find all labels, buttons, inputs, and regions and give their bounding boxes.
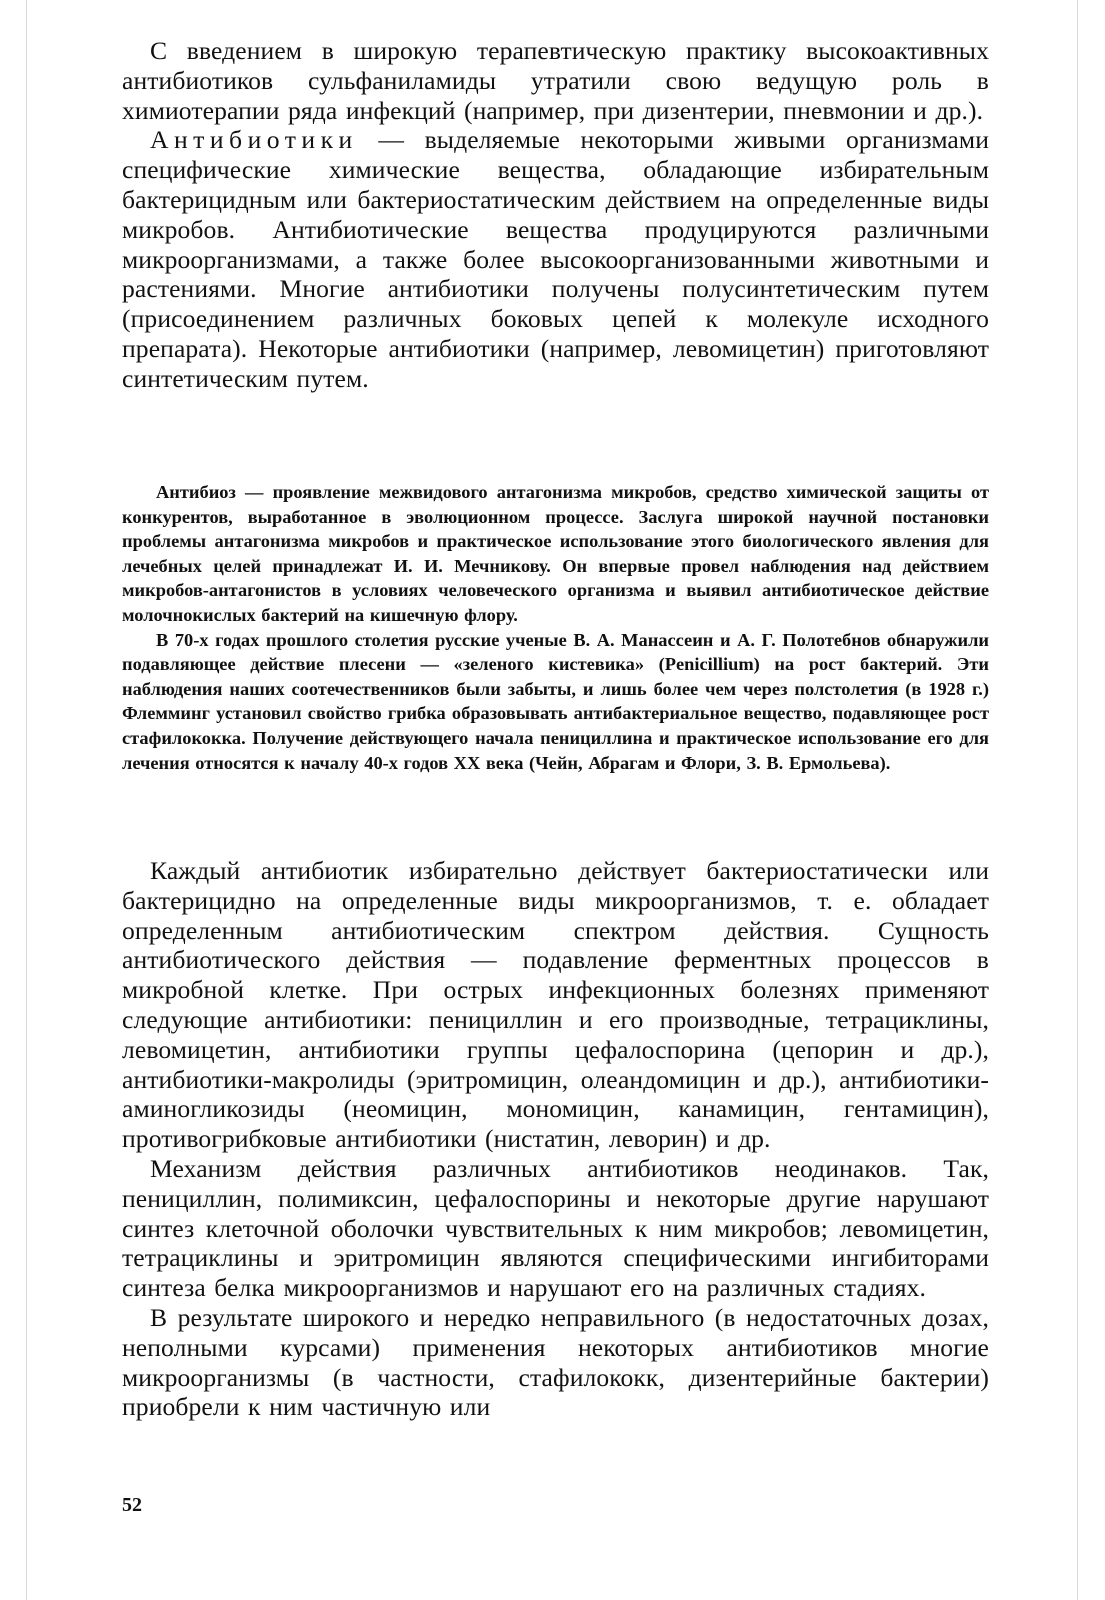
paragraph-antibiotics-definition: [122, 125, 989, 393]
paragraph-resistance: В результате широкого и нередко неправильного (в недостаточных дозах, неполными курсами) применения некоторых антибиотиков многие микроорганизмы (в частности, стафилококк, дизентерийные бактерии) приобрели к ним частичную или: [122, 1302, 989, 1422]
paragraph-spectrum: Каждый антибиотик избирательно действует бактериостатически или бактерицидно на определенные виды микроорганизмов, т. е. обладает определенным антибиотическим спектром действия. Сущность антибиотического действия — подавление ферментных процессов в микробной клетке. При острых инфекционных болезнях применяют следующие антибиотики: пенициллин и его производные, тетрациклины, левомицетин, антибиотики группы цефалоспорина (цепорин и др.), антибиотики-макролиды (эритромицин, олеандомицин и др.), антибиотики-аминогликозиды (неомицин, мономицин, канамицин, гентамицин), противогрибковые антибиотики (нистатин, леворин) и др.: [122, 856, 989, 1154]
note-antibiosis: Антибиоз — проявление межвидового антагонизма микробов, средство химической защиты от конкурентов, выработанное в эволюционном процессе. Заслуга широкой научной постановки проблемы антагонизма микробов и практическое использование этого биологического явления для лечебных целей принадлежат И. И. Мечникову. Он впервые провел наблюдения над действием микробов-антагонистов в условиях человеческого организма и выявил антибиотическое действие молочнокислых бактерий на кишечную флору.: [122, 482, 989, 625]
page-number: 52: [122, 1494, 142, 1516]
main-text-top: [122, 36, 989, 394]
note-history-penicillin: В 70-х годах прошлого столетия русские ученые В. А. Манассеин и А. Г. Полотебнов обнаружили подавляющее действие плесени — «зеленого кистевика» (Penicillium) на рост бактерий. Эти наблюдения наших соотечественников были забыты, и лишь более чем через полстолетия (в 1928 г.) Флемминг установил свойство грибка образовывать антибактериальное вещество, подавляющее рост стафилококка. Получение действующего начала пенициллина и практическое использование его для лечения относятся к началу 40-х годов XX века (Чейн, Абрагам и Флори, З. В. Ермольева).: [122, 629, 989, 773]
definition-text: — выделяемые некоторыми живыми организмами специфические химические вещества, обладающие избирательным бактерицидным или бактериостатическим действием на определенные виды микробов. Антибиотические вещества продуцируются различными микроорганизмами, а также более высокоорганизованными животными и растениями. Многие антибиотики получены полусинтетическим путем (присоединением различных боковых цепей к молекуле исходного препарата). Некоторые антибиотики (например, левомицетин) приготовляют синтетическим путем.: [122, 125, 989, 393]
paragraph-mechanism: Механизм действия различных антибиотиков неодинаков. Так, пенициллин, полимиксин, цефалоспорины и некоторые другие нарушают синтез клеточной оболочки чувствительных к ним микробов; левомицетин, тетрациклины и эритромицин являются специфическими ингибиторами синтеза белка микроорганизмов и нарушают его на различных стадиях.: [122, 1153, 989, 1303]
main-text-bottom: [122, 856, 989, 1422]
small-print-note: [122, 480, 989, 775]
paragraph-sulfonamides: С введением в широкую терапевтическую практику высокоактивных антибиотиков сульфаниламиды утратили свою ведущую роль в химиотерапии ряда инфекций (например, при дизентерии, пневмонии и др.).: [122, 36, 989, 125]
definition-term: Антибиотики: [150, 125, 358, 155]
book-page: [26, 0, 1078, 1600]
